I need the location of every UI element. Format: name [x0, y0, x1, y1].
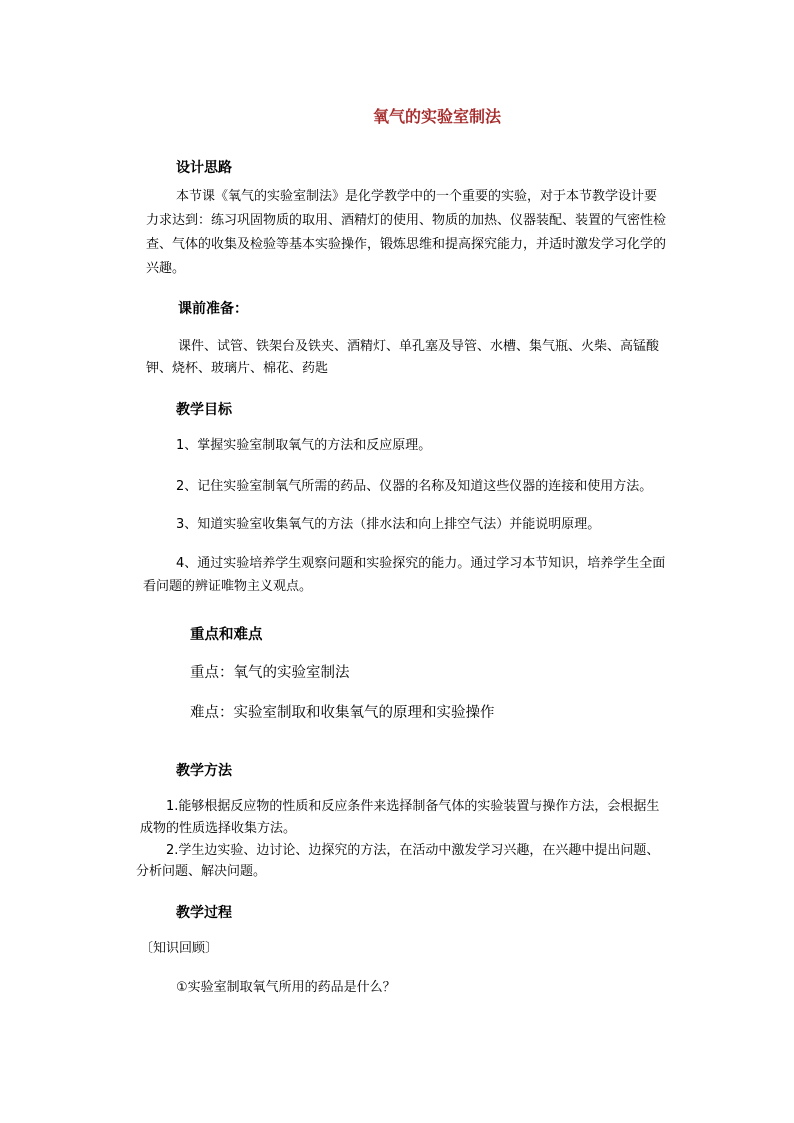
design-line-1: 本节课《氧气的实验室制法》是化学教学中的一个重要的实验，对于本节教学设计要 [176, 189, 658, 204]
method-line-2: 成物的性质选择收集方法。 [140, 821, 297, 836]
heading-methods: 教学方法 [176, 763, 232, 779]
prep-line-1: 课件、试管、铁架台及铁夹、酒精灯、单孔塞及导管、水槽、集气瓶、火柴、高锰酸 [178, 339, 660, 354]
design-line-4: 兴趣。 [146, 261, 186, 276]
goal-item-1: 1、掌握实验室制取氧气的方法和反应原理。 [176, 438, 432, 453]
method-line-1: 1.能够根据反应物的性质和反应条件来选择制备气体的实验装置与操作方法，会根据生 [166, 799, 660, 814]
method-line-3: 2.学生边实验、边讨论、边探究的方法，在活动中激发学习兴趣，在兴趣中提出问题、 [166, 843, 660, 858]
heading-prep: 课前准备： [178, 301, 248, 317]
prep-line-2: 钾、烧杯、玻璃片、棉花、药匙 [146, 361, 329, 376]
goal-item-4-cont: 看问题的辨证唯物主义观点。 [143, 579, 313, 594]
design-line-2: 力求达到：练习巩固物质的取用、酒精灯的使用、物质的加热、仪器装配、装置的气密性检 [146, 213, 667, 228]
keypoint-key: 重点：氧气的实验室制法 [190, 665, 350, 681]
goal-item-2: 2、记住实验室制氧气所需的药品、仪器的名称及知道这些仪器的连接和使用方法。 [176, 479, 653, 494]
method-line-4: 分析问题、解决问题。 [136, 864, 267, 879]
process-question-1: ①实验室制取氧气所用的药品是什么？ [176, 980, 396, 995]
goal-item-4: 4、通过实验培养学生观察问题和实验探究的能力。通过学习本节知识，培养学生全面 [176, 556, 666, 571]
document-title: 氧气的实验室制法 [372, 107, 501, 126]
heading-design: 设计思路 [176, 160, 232, 176]
heading-goals: 教学目标 [176, 402, 232, 418]
design-line-3: 查、气体的收集及检验等基本实验操作，锻炼思维和提高探究能力，并适时激发学习化学的 [146, 237, 667, 252]
heading-keypoints: 重点和难点 [190, 627, 263, 643]
goal-item-3: 3、知道实验室收集氧气的方法（排水法和向上排空气法）并能说明原理。 [176, 517, 601, 532]
keypoint-difficulty: 难点：实验室制取和收集氧气的原理和实验操作 [190, 705, 495, 721]
process-review: 〔知识回顾〕 [140, 941, 219, 956]
heading-process: 教学过程 [176, 905, 232, 921]
